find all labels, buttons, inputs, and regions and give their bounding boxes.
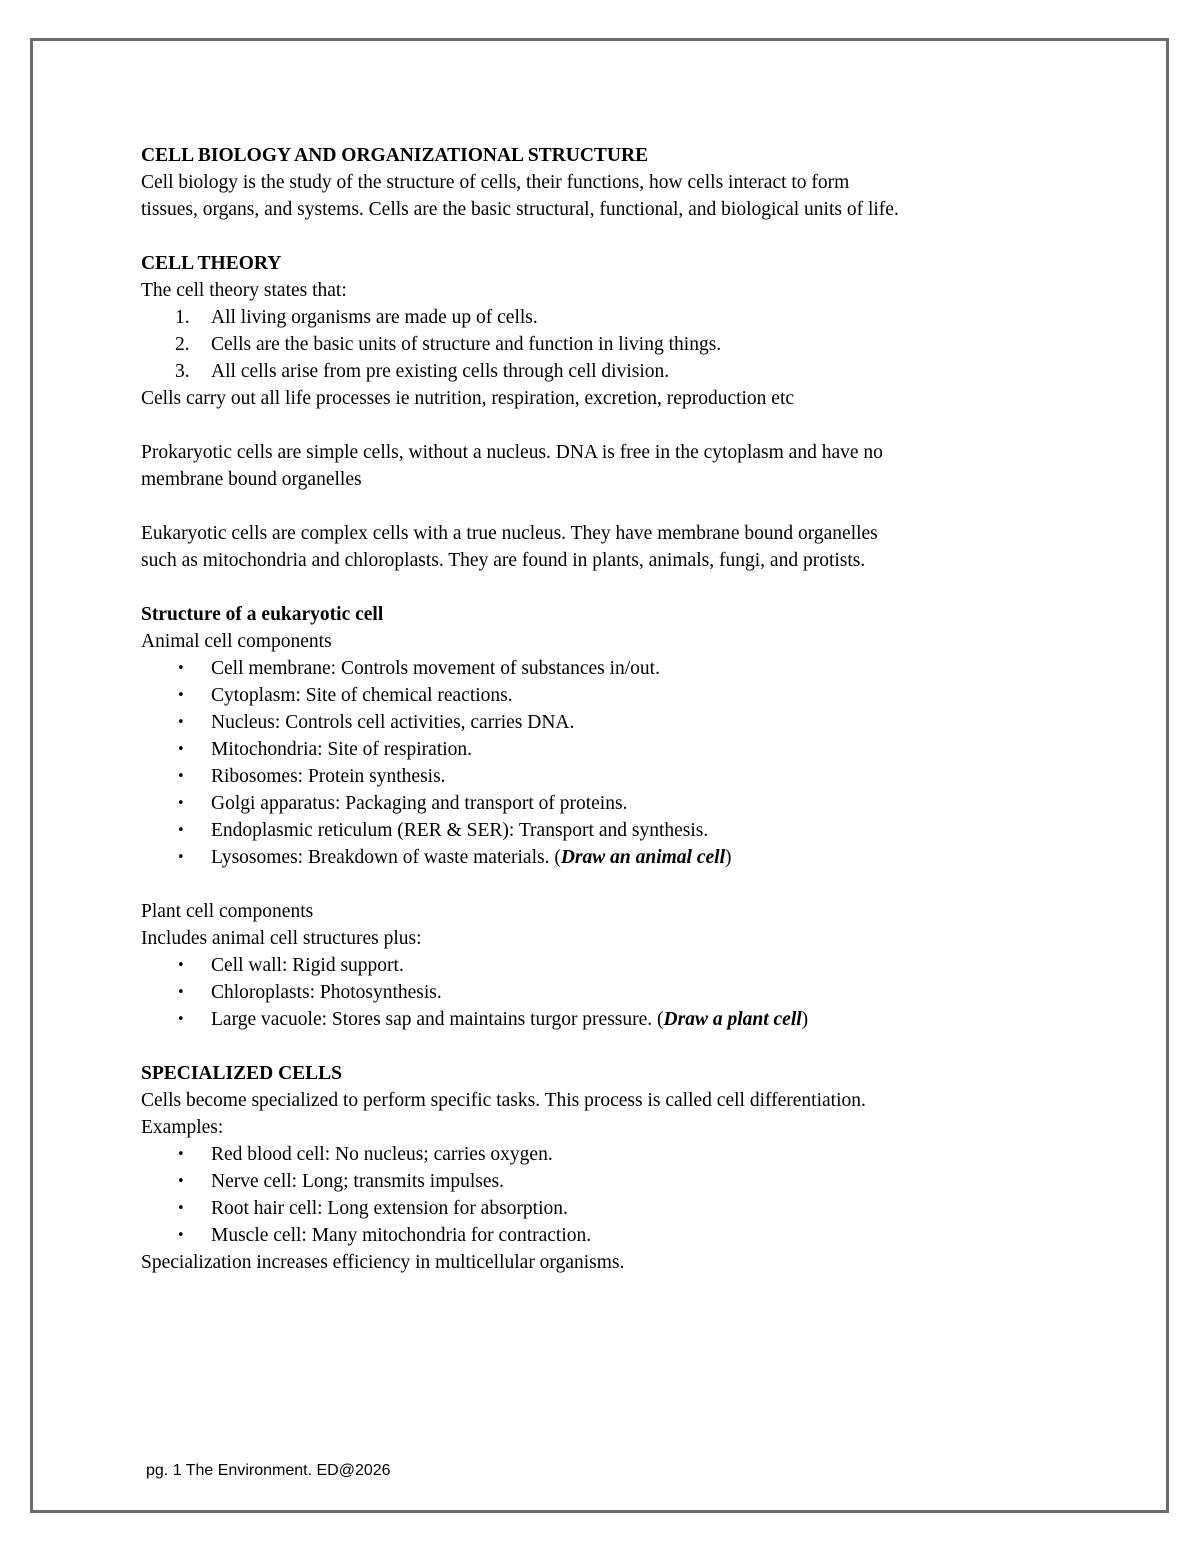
bullet-icon: •	[177, 1201, 185, 1216]
bullet-icon: •	[177, 661, 185, 676]
spacer	[141, 871, 1101, 898]
bullet-icon: •	[177, 688, 185, 703]
list-item	[141, 979, 1101, 1006]
list-item	[141, 844, 1101, 871]
bullet-icon: •	[177, 715, 185, 730]
list-item-text: All cells arise from pre existing cells through cell division.	[211, 361, 670, 382]
list-item	[141, 655, 1101, 682]
list-item	[141, 1222, 1101, 1249]
spacer	[141, 574, 1101, 601]
plant-cell-list	[141, 952, 1101, 1033]
bullet-icon: •	[177, 958, 185, 973]
bullet-icon: •	[177, 1228, 185, 1243]
draw-animal-cell-instruction: Draw an animal cell	[560, 847, 725, 868]
list-item	[141, 1195, 1101, 1222]
animal-cell-list	[141, 655, 1101, 871]
intro-paragraph-line-1: Cell biology is the study of the structure of cells, their functions, how cells interact to form	[141, 172, 850, 193]
draw-plant-cell-instruction: Draw a plant cell	[663, 1009, 802, 1030]
list-item	[141, 1141, 1101, 1168]
list-item-text: Red blood cell: No nucleus; carries oxygen.	[211, 1144, 553, 1165]
specialized-cells-lead: Cells become specialized to perform specific tasks. This process is called cell differentiation.	[141, 1090, 866, 1111]
list-item-text: Muscle cell: Many mitochondria for contraction.	[211, 1225, 592, 1246]
list-item	[141, 1168, 1101, 1195]
intro-paragraph-line-2: tissues, organs, and systems. Cells are the basic structural, functional, and biological units of life.	[141, 199, 899, 220]
list-item	[141, 682, 1101, 709]
prokaryotic-line-1: Prokaryotic cells are simple cells, without a nucleus. DNA is free in the cytoplasm and have no	[141, 442, 883, 463]
list-item-text: Root hair cell: Long extension for absorption.	[211, 1198, 568, 1219]
closing-paren: )	[725, 847, 732, 868]
spacer	[141, 412, 1101, 439]
bullet-icon: •	[177, 796, 185, 811]
bullet-icon: •	[177, 1174, 185, 1189]
bullet-icon: •	[177, 985, 185, 1000]
list-number: 1.	[175, 307, 190, 328]
cell-theory-lead: The cell theory states that:	[141, 280, 347, 301]
list-number: 2.	[175, 334, 190, 355]
list-item	[141, 358, 1101, 385]
bullet-icon: •	[177, 769, 185, 784]
cell-theory-heading: CELL THEORY	[141, 253, 282, 274]
list-item	[141, 952, 1101, 979]
specialized-cells-heading: SPECIALIZED CELLS	[141, 1063, 343, 1084]
bullet-icon: •	[177, 1012, 185, 1027]
list-item-text: Endoplasmic reticulum (RER & SER): Transport and synthesis.	[211, 820, 709, 841]
list-item-text: Golgi apparatus: Packaging and transport of proteins.	[211, 793, 628, 814]
list-item-text: Mitochondria: Site of respiration.	[211, 739, 473, 760]
list-item-text: Lysosomes: Breakdown of waste materials. (	[211, 847, 561, 868]
list-item	[141, 763, 1101, 790]
page-footer: pg. 1 The Environment. ED@2026	[146, 1462, 391, 1479]
list-item-text: Cytoplasm: Site of chemical reactions.	[211, 685, 513, 706]
list-item-text: Nucleus: Controls cell activities, carries DNA.	[211, 712, 575, 733]
list-number: 3.	[175, 361, 190, 382]
prokaryotic-line-2: membrane bound organelles	[141, 469, 362, 490]
list-item	[141, 1006, 1101, 1033]
closing-paren: )	[801, 1009, 809, 1030]
document-body	[141, 142, 1101, 1276]
list-item-text: Nerve cell: Long; transmits impulses.	[211, 1171, 504, 1192]
life-processes-line: Cells carry out all life processes ie nutrition, respiration, excretion, reproduction etc	[141, 388, 795, 409]
list-item	[141, 709, 1101, 736]
list-item	[141, 736, 1101, 763]
list-item	[141, 331, 1101, 358]
bullet-icon: •	[177, 850, 185, 865]
document-title: CELL BIOLOGY AND ORGANIZATIONAL STRUCTURE	[141, 145, 649, 166]
plant-cell-subtitle: Includes animal cell structures plus:	[141, 928, 422, 949]
plant-cell-lead: Plant cell components	[141, 901, 314, 922]
list-item	[141, 817, 1101, 844]
list-item-text: Chloroplasts: Photosynthesis.	[211, 982, 442, 1003]
list-item-text: All living organisms are made up of cells.	[211, 307, 538, 328]
spacer	[141, 1033, 1101, 1060]
animal-cell-lead: Animal cell components	[141, 631, 332, 652]
list-item-text: Cell membrane: Controls movement of substances in/out.	[211, 658, 660, 679]
examples-label: Examples:	[141, 1117, 224, 1138]
list-item	[141, 304, 1101, 331]
list-item-text: Ribosomes: Protein synthesis.	[211, 766, 446, 787]
list-item	[141, 790, 1101, 817]
list-item-text: Cells are the basic units of structure and function in living things.	[211, 334, 722, 355]
spacer	[141, 223, 1101, 250]
bullet-icon: •	[177, 1147, 185, 1162]
bullet-icon: •	[177, 742, 185, 757]
bullet-icon: •	[177, 823, 185, 838]
specialized-cells-list	[141, 1141, 1101, 1249]
spacer	[141, 493, 1101, 520]
list-item-text: Large vacuole: Stores sap and maintains turgor pressure. (	[211, 1009, 664, 1030]
specialization-summary: Specialization increases efficiency in multicellular organisms.	[141, 1252, 625, 1273]
structure-heading: Structure of a eukaryotic cell	[141, 604, 384, 625]
list-item-text: Cell wall: Rigid support.	[211, 955, 404, 976]
cell-theory-list	[141, 304, 1101, 385]
eukaryotic-line-1: Eukaryotic cells are complex cells with a true nucleus. They have membrane bound organelles	[141, 523, 878, 544]
eukaryotic-line-2: such as mitochondria and chloroplasts. They are found in plants, animals, fungi, and protists.	[141, 550, 866, 571]
